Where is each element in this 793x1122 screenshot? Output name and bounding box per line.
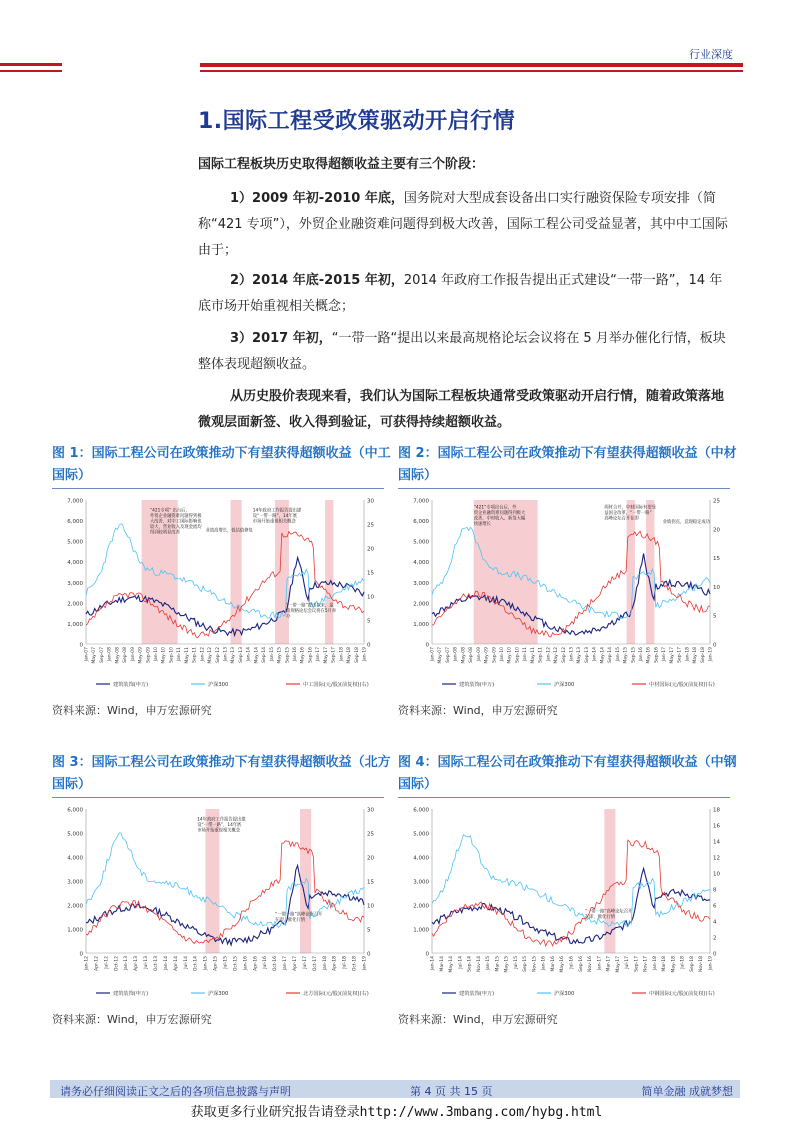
x-tick-label: Sep-12 [215, 647, 221, 663]
annotation-0 [150, 507, 202, 536]
x-tick-label: Jul-12 [104, 956, 110, 969]
x-tick-label: Sep-14 [262, 647, 268, 663]
paragraph-intro [198, 152, 728, 178]
annotation-line: 高规格论坛会议将在5月举 [286, 609, 337, 615]
x-tick-label: May-08 [115, 647, 121, 664]
right-tick-label: 0 [713, 642, 717, 649]
right-tick-label: 20 [713, 527, 720, 534]
left-tick-label: 6,000 [413, 807, 429, 814]
annotation-0 [197, 816, 246, 834]
left-tick-label: 5,000 [413, 539, 429, 546]
figure-4-title: 图 4：国际工程公司在政策推动下有望获得超额收益（中钢国际） [398, 755, 737, 792]
x-tick-label: Jan-15 [615, 647, 621, 662]
annotation-line: 益国企改革，“一带一路” [604, 511, 652, 517]
annotation-line: 较大，营业收入及现金流均 [149, 525, 202, 531]
annotation-1 [206, 527, 254, 534]
x-tick-label: Nov-15 [532, 956, 538, 973]
x-tick-label: Jan-16 [243, 956, 249, 971]
annotation-line: 快速增长 [473, 522, 491, 528]
figure-4-chart [398, 801, 730, 1001]
paragraph-1 [198, 186, 728, 264]
x-tick-label: Sep-13 [238, 647, 244, 663]
left-tick-label: 0 [425, 951, 429, 958]
left-tick-label: 0 [79, 951, 83, 958]
annotation-0 [585, 908, 633, 921]
left-tick-label: 0 [425, 642, 429, 649]
x-tick-label: Sep-13 [584, 647, 590, 663]
x-tick-label: Jan-11 [523, 647, 529, 662]
section-title: 1.国际工程受政策驱动开启行情 [198, 109, 516, 134]
figure-3-rule [52, 797, 384, 798]
x-tick-label: Sep-08 [469, 647, 475, 663]
x-tick-label: Mar-14 [439, 956, 445, 972]
right-tick-label: 5 [713, 613, 717, 620]
left-tick-label: 2,000 [67, 903, 83, 910]
shade-band-1 [231, 500, 242, 644]
x-tick-label: Jan-16 [541, 956, 547, 971]
left-tick-label: 1,000 [413, 621, 429, 628]
x-tick-label: Apr-13 [134, 956, 140, 971]
series-line-2 [432, 840, 710, 946]
right-tick-label: 2 [713, 935, 717, 942]
left-tick-label: 5,000 [413, 831, 429, 838]
right-tick-label: 0 [713, 951, 717, 958]
x-tick-label: May-10 [507, 647, 513, 664]
right-tick-label: 30 [367, 498, 374, 505]
x-tick-label: Oct-16 [273, 956, 279, 972]
annotation-line: 外贸企业融资难问题得到极 [149, 514, 202, 520]
right-tick-label: 6 [713, 903, 717, 910]
x-tick-label: Sep-10 [515, 647, 521, 663]
footer-slogan: 简单金融 成就梦想 [641, 1085, 733, 1098]
x-tick-label: Jan-17 [597, 956, 603, 971]
x-tick-label: Apr-15 [213, 956, 219, 971]
annotation-line: 市场开始重视相关概念 [197, 828, 241, 834]
x-tick-label: May-17 [669, 647, 675, 664]
right-tick-label: 30 [367, 807, 374, 814]
footer-link[interactable]: 获取更多行业研究报告请登录http://www.3mbang.com/hybg.html [190, 1105, 603, 1120]
x-tick-label: Sep-11 [538, 647, 544, 663]
left-tick-label: 2,000 [67, 601, 83, 608]
x-tick-label: Oct-12 [114, 956, 120, 972]
x-tick-label: May-17 [615, 956, 621, 973]
legend-label-0: 建筑装饰(申万) [459, 682, 495, 688]
x-tick-label: Sep-14 [608, 647, 614, 663]
x-tick-label: Jan-08 [453, 647, 459, 662]
x-tick-label: May-11 [530, 647, 536, 664]
left-tick-label: 6,000 [67, 807, 83, 814]
x-tick-label: Jul-13 [144, 956, 150, 969]
annotation-line: “一带一路”高峰论坛召开 [584, 909, 633, 915]
x-tick-label: May-15 [504, 956, 510, 973]
x-tick-label: May-14 [600, 647, 606, 664]
x-tick-label: Sep-16 [654, 647, 660, 663]
left-tick-label: 0 [79, 642, 83, 649]
shade-band-3 [325, 500, 333, 644]
paragraph-3 [198, 326, 728, 378]
left-tick-label: 7,000 [67, 498, 83, 505]
figure-3-chart [52, 801, 384, 1001]
x-tick-label: Sep-09 [146, 647, 152, 663]
x-tick-label: Sep-07 [445, 647, 451, 663]
series-line-0 [86, 866, 364, 946]
x-tick-label: May-07 [438, 647, 444, 664]
x-tick-label: May-15 [277, 647, 283, 664]
x-tick-label: Sep-14 [467, 956, 473, 972]
legend-label-2: 北方国际(元/股)(前复权)(右) [303, 991, 369, 997]
header-rule-left-2 [0, 70, 62, 72]
x-tick-label: Jan-19 [362, 647, 368, 662]
right-tick-label: 10 [713, 871, 720, 878]
x-tick-label: Oct-17 [312, 956, 318, 972]
annotation-line: “一带一路”提出以来，最 [286, 603, 334, 609]
intro-text: 国际工程板块历史取得超额收益主要有三个阶段： [198, 157, 485, 172]
x-tick-label: Jan-12 [84, 956, 90, 971]
x-tick-label: Sep-15 [523, 956, 529, 972]
x-tick-label: Jul-14 [183, 956, 189, 969]
x-tick-label: May-13 [231, 647, 237, 664]
shade-band-0 [604, 809, 615, 953]
x-tick-label: Nov-17 [643, 956, 649, 973]
x-tick-label: Apr-16 [253, 956, 259, 971]
right-tick-label: 10 [367, 594, 374, 601]
x-tick-label: May-16 [560, 956, 566, 973]
x-tick-label: Sep-10 [169, 647, 175, 663]
annotation-line: 设“一带一路”，14年底 [252, 514, 298, 520]
x-tick-label: Jan-07 [84, 647, 90, 662]
annotation-line: 在即，催化行情 [275, 918, 306, 924]
figure-2-rule [398, 488, 730, 489]
annotation-1 [275, 911, 323, 924]
left-tick-label: 5,000 [67, 539, 83, 546]
figure-4-source: 资料来源：Wind，申万宏源研究 [398, 1013, 558, 1026]
p1-bold: 1）2009 年初-2010 年底， [230, 191, 404, 206]
p2-bold: 2）2014 年底-2015 年初， [230, 273, 404, 288]
annotation-line: “421专项” 出台后， [149, 508, 190, 514]
right-tick-label: 15 [367, 570, 374, 577]
right-tick-label: 0 [367, 642, 371, 649]
x-tick-label: Jul-14 [458, 956, 464, 969]
x-tick-label: Sep-18 [354, 647, 360, 663]
left-tick-label: 6,000 [67, 519, 83, 526]
x-tick-label: Jan-12 [200, 647, 206, 662]
x-tick-label: Jan-19 [708, 956, 714, 971]
legend-label-2: 中钢国际(元/股)(前复权)(右) [649, 991, 715, 997]
p3-text: “一带一路“提出以来最高规格论坛会议将在 5 月举办催化行情，板块整体表现超额收益。 [198, 331, 726, 372]
left-tick-label: 1,000 [413, 927, 429, 934]
x-tick-label: Jan-13 [569, 647, 575, 662]
x-tick-label: Jul-17 [625, 956, 631, 969]
x-tick-label: Sep-17 [634, 956, 640, 972]
x-tick-label: Jan-13 [223, 647, 229, 662]
x-tick-label: May-13 [577, 647, 583, 664]
x-tick-label: May-16 [300, 647, 306, 664]
right-tick-label: 5 [367, 618, 371, 625]
x-tick-label: Nov-18 [699, 956, 705, 973]
x-tick-label: May-07 [92, 647, 98, 664]
x-tick-label: Jan-15 [486, 956, 492, 971]
right-tick-label: 25 [713, 498, 720, 505]
paragraph-2 [198, 268, 728, 320]
x-tick-label: Sep-11 [192, 647, 198, 663]
x-tick-label: May-15 [623, 647, 629, 664]
annotation-line: 两材合并，中材国际有望受 [604, 505, 656, 511]
x-tick-label: Jan-12 [546, 647, 552, 662]
x-tick-label: Jan-10 [500, 647, 505, 662]
x-tick-label: Jul-18 [680, 956, 686, 969]
legend-label-2: 中材国际(元/股)(前复权)(右) [649, 682, 715, 688]
right-tick-label: 20 [367, 546, 374, 553]
annotation-line: 14年政府工作报告提出建 [252, 508, 302, 514]
x-tick-label: Mar-17 [606, 956, 612, 972]
figure-2-chart [398, 492, 730, 692]
footer-disclaimer[interactable]: 请务必仔细阅读正文之后的各项信息披露与声明 [60, 1085, 291, 1098]
x-tick-label: Oct-18 [352, 956, 358, 972]
legend-label-1: 沪深300 [208, 682, 229, 688]
figure-3-source: 资料来源：Wind，申万宏源研究 [52, 1013, 212, 1026]
x-tick-label: Apr-17 [293, 956, 298, 971]
left-tick-label: 5,000 [67, 831, 83, 838]
annotation-2 [663, 518, 711, 525]
x-tick-label: Jan-16 [293, 647, 298, 662]
x-tick-label: Apr-14 [173, 956, 179, 971]
annotation-line: 业绩高增长，低估值修复 [205, 528, 253, 534]
header-rule-right-2 [200, 70, 743, 72]
x-tick-label: May-18 [347, 647, 353, 664]
x-tick-label: Mar-15 [495, 956, 501, 972]
annotation-line: 办 [286, 614, 291, 620]
left-tick-label: 4,000 [67, 560, 83, 567]
x-tick-label: May-09 [138, 647, 144, 664]
x-tick-label: Jan-15 [203, 956, 209, 971]
x-tick-label: Oct-15 [233, 956, 239, 972]
annotation-2 [253, 507, 302, 525]
x-tick-label: May-09 [484, 647, 490, 664]
annotation-line: “421”专项出台后，外 [473, 505, 517, 511]
right-tick-label: 12 [713, 855, 720, 862]
x-tick-label: Sep-15 [285, 647, 291, 663]
x-tick-label: Sep-17 [331, 647, 337, 663]
x-tick-label: Sep-18 [700, 647, 706, 663]
legend-label-2: 中工国际(元/股)(前复权)(右) [303, 682, 369, 688]
legend-label-0: 建筑装饰(申万) [459, 991, 495, 997]
x-tick-label: Jan-08 [107, 647, 113, 662]
x-tick-label: May-18 [671, 956, 677, 973]
x-tick-label: May-17 [323, 647, 329, 664]
x-tick-label: Nov-14 [476, 956, 482, 973]
right-tick-label: 10 [367, 903, 374, 910]
x-tick-label: Jan-17 [662, 647, 668, 662]
x-tick-label: Nov-16 [588, 956, 594, 973]
series-line-2 [86, 532, 364, 638]
x-tick-label: May-12 [554, 647, 560, 664]
x-tick-label: Jul-17 [302, 956, 308, 969]
right-tick-label: 16 [713, 823, 720, 830]
x-tick-label: Jul-16 [263, 956, 269, 969]
annotation-line: 大改善，对中工国际影响也 [149, 519, 202, 525]
annotation-line: 业绩拐点，竞现稳定成功 [662, 520, 711, 526]
x-tick-label: Sep-17 [677, 647, 683, 663]
x-tick-label: Jan-18 [322, 956, 328, 971]
right-tick-label: 18 [713, 807, 720, 814]
x-tick-label: Jan-18 [652, 956, 658, 971]
legend-label-1: 沪深300 [554, 991, 575, 997]
x-tick-label: Jan-10 [154, 647, 159, 662]
x-tick-label: Oct-14 [193, 956, 199, 972]
x-tick-label: Jan-09 [130, 647, 136, 662]
x-tick-label: Jan-19 [362, 956, 368, 971]
annotation-line: 在即，催化行情 [584, 915, 615, 921]
x-tick-label: Apr-18 [332, 956, 338, 971]
x-tick-label: Sep-08 [123, 647, 129, 663]
annotation-line: 设“一带一路”，14年底 [197, 823, 242, 829]
right-tick-label: 14 [713, 839, 720, 846]
annotation-line: 高峰论坛召开在即 [604, 516, 639, 522]
right-tick-label: 25 [367, 522, 374, 529]
x-tick-label: May-08 [461, 647, 467, 664]
x-tick-label: Jan-18 [339, 647, 345, 662]
x-tick-label: May-14 [254, 647, 260, 664]
right-tick-label: 15 [713, 556, 720, 563]
header-rule-right-1 [200, 63, 743, 67]
figure-3-title: 图 3：国际工程公司在政策推动下有望获得超额收益（北方国际） [52, 755, 391, 792]
left-tick-label: 3,000 [413, 580, 429, 587]
p2-text: 2014 年政府工作报告提出正式建设“一带一路”，14 年底市场开始重视相关概念； [198, 273, 723, 314]
right-tick-label: 15 [367, 879, 374, 886]
annotation-line: 改善，中材收入、新签大幅 [473, 516, 526, 522]
right-tick-label: 0 [367, 951, 371, 958]
legend-label-1: 沪深300 [554, 682, 575, 688]
x-tick-label: Jul-15 [223, 956, 229, 969]
header-tag: 行业深度 [689, 48, 733, 61]
annotation-line: 市场开始重视相关概念 [252, 519, 296, 525]
legend-label-1: 沪深300 [208, 991, 229, 997]
conclusion-text: 从历史股价表现来看，我们认为国际工程板块通常受政策驱动开启行情，随着政策落地微观层面新签、收入得到验证，可获得持续超额收益。 [198, 389, 725, 430]
x-tick-label: Jan-14 [430, 956, 436, 971]
p3-bold: 3）2017 年初， [230, 331, 332, 346]
annotation-line: 14年政府工作报告提出建 [197, 817, 246, 823]
x-tick-label: May-10 [161, 647, 167, 664]
left-tick-label: 2,000 [413, 601, 429, 608]
x-tick-label: Jan-15 [269, 647, 275, 662]
left-tick-label: 4,000 [413, 560, 429, 567]
header-rule-left-1 [0, 63, 62, 66]
right-tick-label: 8 [713, 887, 717, 894]
x-tick-label: Jan-07 [430, 647, 436, 662]
legend-label-0: 建筑装饰(申万) [113, 682, 149, 688]
annotation-line: “一带一路”高峰论坛召开 [275, 912, 323, 918]
x-tick-label: Sep-16 [308, 647, 314, 663]
figure-1-title: 图 1：国际工程公司在政策推动下有望获得超额收益（中工国际） [52, 446, 391, 483]
left-tick-label: 2,000 [413, 903, 429, 910]
x-tick-label: Sep-12 [561, 647, 567, 663]
x-tick-label: Jan-14 [592, 647, 598, 662]
figure-1-chart [52, 492, 384, 692]
paragraph-conclusion [198, 384, 728, 436]
x-tick-label: May-11 [184, 647, 190, 664]
x-tick-label: Jan-14 [163, 956, 169, 971]
x-tick-label: Jan-17 [316, 647, 322, 662]
legend-label-0: 建筑装饰(申万) [113, 991, 149, 997]
left-tick-label: 7,000 [413, 498, 429, 505]
x-tick-label: Oct-13 [154, 956, 159, 972]
x-tick-label: Sep-07 [99, 647, 105, 663]
x-tick-label: Jul-18 [342, 956, 348, 969]
x-tick-label: May-12 [208, 647, 214, 664]
left-tick-label: 3,000 [67, 580, 83, 587]
left-tick-label: 4,000 [413, 855, 429, 862]
series-line-1 [432, 835, 710, 927]
x-tick-label: Apr-12 [94, 956, 100, 971]
right-tick-label: 25 [367, 831, 374, 838]
left-tick-label: 4,000 [67, 855, 83, 862]
annotation-line: 得到较明显改善 [149, 530, 181, 536]
x-tick-label: Jan-09 [476, 647, 482, 662]
figure-4-rule [398, 797, 730, 798]
left-tick-label: 3,000 [413, 879, 429, 886]
x-tick-label: Jan-19 [708, 647, 714, 662]
x-tick-label: Jan-17 [283, 956, 289, 971]
left-tick-label: 3,000 [67, 879, 83, 886]
x-tick-label: Sep-18 [689, 956, 695, 972]
right-tick-label: 4 [713, 919, 717, 926]
right-tick-label: 20 [367, 855, 374, 862]
annotation-line: 贸企业融资难问题得到极大 [473, 511, 526, 517]
right-tick-label: 5 [367, 927, 371, 934]
figure-1-rule [52, 488, 384, 489]
figure-2-source: 资料来源：Wind，申万宏源研究 [398, 704, 558, 717]
x-tick-label: Sep-15 [631, 647, 637, 663]
footer-page-number: 第 4 页 共 15 页 [410, 1085, 493, 1098]
x-tick-label: Jan-14 [246, 647, 252, 662]
left-tick-label: 1,000 [67, 927, 83, 934]
left-tick-label: 1,000 [67, 621, 83, 628]
figure-1-source: 资料来源：Wind，申万宏源研究 [52, 704, 212, 717]
right-tick-label: 10 [713, 584, 720, 591]
x-tick-label: Jul-16 [569, 956, 575, 969]
x-tick-label: Jul-15 [513, 956, 519, 969]
x-tick-label: Jan-13 [124, 956, 130, 971]
x-tick-label: May-18 [693, 647, 699, 664]
figure-2-title: 图 2：国际工程公司在政策推动下有望获得超额收益（中材国际） [398, 446, 737, 483]
x-tick-label: Jan-16 [639, 647, 644, 662]
x-tick-label: Sep-09 [492, 647, 498, 663]
x-tick-label: May-14 [449, 956, 455, 973]
x-tick-label: Mar-16 [550, 956, 556, 972]
x-tick-label: May-16 [646, 647, 652, 664]
p1-text: 国务院对大型成套设备出口实行融资保险专项安排（简称“421 专项”），外贸企业融资难问题得到极大改善，国际工程公司受益显著，其中中工国际由于； [198, 191, 728, 258]
x-tick-label: Sep-16 [578, 956, 584, 972]
x-tick-label: Jan-11 [177, 647, 183, 662]
x-tick-label: Jan-18 [685, 647, 691, 662]
left-tick-label: 6,000 [413, 519, 429, 526]
x-tick-label: Mar-18 [662, 956, 668, 972]
